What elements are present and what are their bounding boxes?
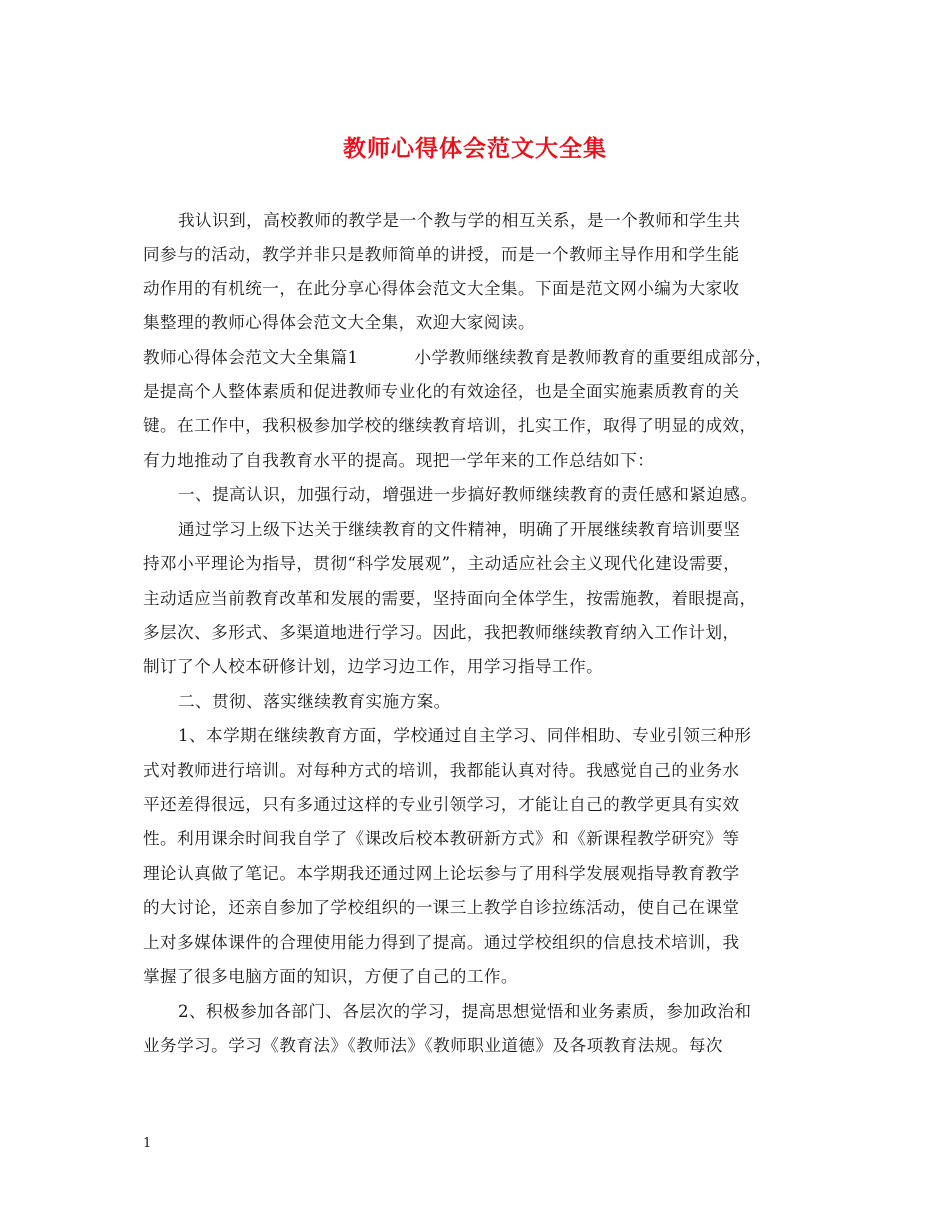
section-heading-line xyxy=(143,348,772,368)
paragraph-line: 多层次、多形式、多渠道地进行学习。因此，我把教师继续教育纳入工作计划， xyxy=(143,623,740,642)
paragraph-line: 制订了个人校本研修计划，边学习边工作，用学习指导工作。 xyxy=(143,657,604,676)
paragraph-line: 的大讨论，还亲自参加了学校组织的一课三上教学自诊拉练活动，使自己在课堂 xyxy=(143,898,740,917)
paragraph-line: 二、贯彻、落实继续教育实施方案。 xyxy=(178,692,451,711)
paragraph-line: 持邓小平理论为指导，贯彻“科学发展观”，主动适应社会主义现代化建设需要， xyxy=(143,554,741,573)
paragraph-line: 主动适应当前教育改革和发展的需要，坚持面向全体学生，按需施教，着眼提高， xyxy=(143,589,757,608)
paragraph-line: 通过学习上级下达关于继续教育的文件精神，明确了开展继续教育培训要坚 xyxy=(178,520,741,539)
paragraph-line: 同参与的活动，教学并非只是教师简单的讲授，而是一个教师主导作用和学生能 xyxy=(143,245,740,264)
paragraph-line: 1、本学期在继续教育方面，学校通过自主学习、同伴相助、专业引领三种形 xyxy=(178,726,752,745)
paragraph-line: 上对多媒体课件的合理使用能力得到了提高。通过学校组织的信息技术培训，我 xyxy=(143,933,740,952)
paragraph-line: 是提高个人整体素质和促进教师专业化的有效途径，也是全面实施素质教育的关 xyxy=(143,382,740,401)
paragraph-text: 小学教师继续教育是教师教育的重要组成部分， xyxy=(414,348,773,367)
paragraph-line: 动作用的有机统一，在此分享心得体会范文大全集。下面是范文网小编为大家收 xyxy=(143,279,740,298)
paragraph-line: 式对教师进行培训。对每种方式的培训，我都能认真对待。我感觉自己的业务水 xyxy=(143,761,740,780)
paragraph-line: 键。在工作中，我积极参加学校的继续教育培训，扎实工作，取得了明显的成效， xyxy=(143,416,757,435)
paragraph-line: 掌握了很多电脑方面的知识，方便了自己的工作。 xyxy=(143,967,518,986)
paragraph-line: 一、提高认识，加强行动，增强进一步搞好教师继续教育的责任感和紧迫感。 xyxy=(178,485,758,504)
paragraph-line: 平还差得很远，只有多通过这样的专业引领学习，才能让自己的教学更具有实效 xyxy=(143,795,740,814)
paragraph-line: 有力地推动了自我教育水平的提高。现把一学年来的工作总结如下： xyxy=(143,451,655,470)
document-title: 教师心得体会范文大全集 xyxy=(343,135,607,162)
page-number: 1 xyxy=(143,1136,152,1151)
paragraph-line: 我认识到，高校教师的教学是一个教与学的相互关系，是一个教师和学生共 xyxy=(178,211,741,230)
section-heading: 教师心得体会范文大全集篇1 xyxy=(143,348,359,367)
paragraph-line: 业务学习。学习《教育法》《教师法》《教师职业道德》及各项教育法规。每次 xyxy=(143,1036,723,1055)
paragraph-line: 性。利用课余时间我自学了《课改后校本教研新方式》和《新课程教学研究》等 xyxy=(143,829,740,848)
paragraph-line: 2、积极参加各部门、各层次的学习，提高思想觉悟和业务素质，参加政治和 xyxy=(178,1002,752,1021)
paragraph-line: 理论认真做了笔记。本学期我还通过网上论坛参与了用科学发展观指导教育教学 xyxy=(143,864,740,883)
paragraph-line: 集整理的教师心得体会范文大全集，欢迎大家阅读。 xyxy=(143,313,536,332)
